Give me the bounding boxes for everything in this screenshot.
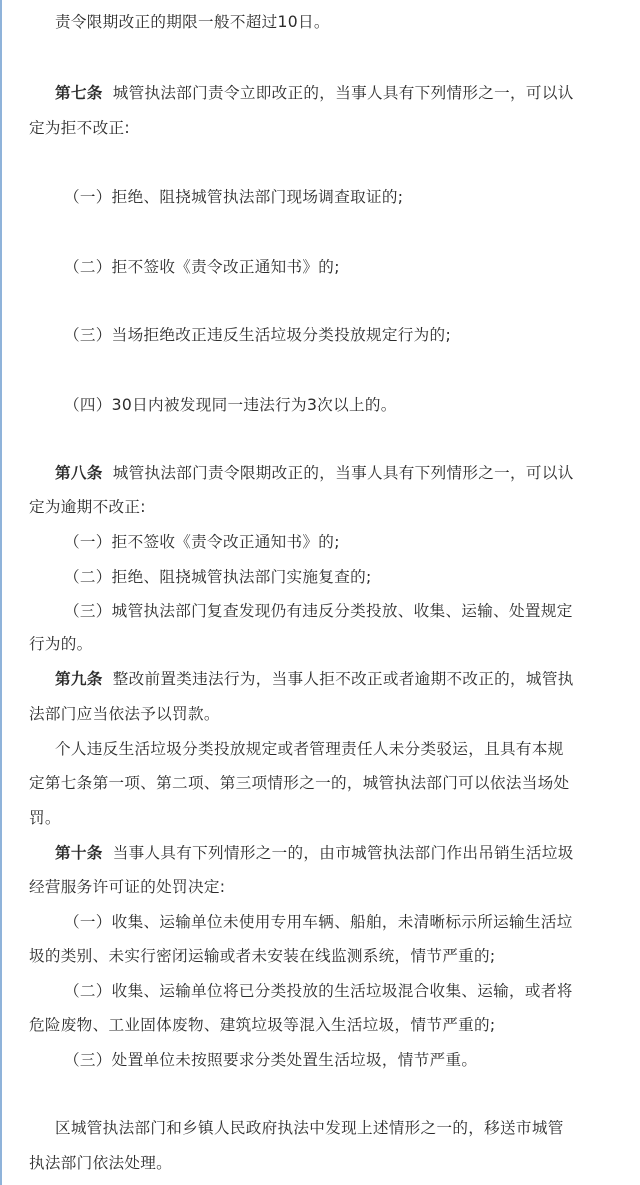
text-line: 城管执法部门责令立即改正的，当事人具有下列情形之一，可以认 xyxy=(112,84,574,102)
list-item: （二）收集、运输单位将已分类投放的生活垃圾混合收集、运输，或者将 xyxy=(64,982,573,1000)
article-9-line xyxy=(55,669,574,689)
list-item: （一）拒绝、阻挠城管执法部门现场调查取证的; xyxy=(64,188,404,206)
article-7-line xyxy=(55,83,574,103)
article-heading: 第十条 xyxy=(55,844,103,862)
list-item: （一）收集、运输单位未使用专用车辆、船舶，未清晰标示所运输生活垃 xyxy=(64,913,573,931)
article-10-line xyxy=(55,843,574,863)
text-line: 危险废物、工业固体废物、建筑垃圾等混入生活垃圾，情节严重的; xyxy=(29,1016,496,1034)
text-line: 个人违反生活垃圾分类投放规定或者管理责任人未分类驳运，且具有本规 xyxy=(55,740,564,758)
list-item: （三）处置单位未按照要求分类处置生活垃圾，情节严重。 xyxy=(64,1051,478,1069)
text-line: 当事人具有下列情形之一的，由市城管执法部门作出吊销生活垃圾 xyxy=(112,844,574,862)
text-line: 责令限期改正的期限一般不超过10日。 xyxy=(55,13,330,31)
text-line: 区城管执法部门和乡镇人民政府执法中发现上述情形之一的，移送市城管 xyxy=(55,1119,564,1137)
text-line: 定为拒不改正: xyxy=(29,119,130,137)
article-heading: 第七条 xyxy=(55,84,103,102)
text-line: 城管执法部门责令限期改正的，当事人具有下列情形之一，可以认 xyxy=(112,464,574,482)
text-line: 定第七条第一项、第二项、第三项情形之一的，城管执法部门可以依法当场处 xyxy=(29,774,570,792)
list-item: （四）30日内被发现同一违法行为3次以上的。 xyxy=(64,396,397,414)
list-item: （二）拒绝、阻挠城管执法部门实施复查的; xyxy=(64,568,372,586)
article-heading: 第九条 xyxy=(55,670,103,688)
article-heading: 第八条 xyxy=(55,464,103,482)
list-item: （一）拒不签收《责令改正通知书》的; xyxy=(64,533,340,551)
text-line: 执法部门依法处理。 xyxy=(29,1154,173,1172)
list-item: （二）拒不签收《责令改正通知书》的; xyxy=(64,258,340,276)
text-line: 法部门应当依法予以罚款。 xyxy=(29,705,220,723)
text-line: 整改前置类违法行为，当事人拒不改正或者逾期不改正的，城管执 xyxy=(112,670,574,688)
text-line: 罚。 xyxy=(29,809,61,827)
list-item: （三）城管执法部门复查发现仍有违反分类投放、收集、运输、处置规定 xyxy=(64,602,573,620)
text-line: 定为逾期不改正: xyxy=(29,498,146,516)
list-item: （三）当场拒绝改正违反生活垃圾分类投放规定行为的; xyxy=(64,326,452,344)
text-line: 经营服务许可证的处罚决定: xyxy=(29,878,226,896)
article-8-line xyxy=(55,463,574,483)
text-line: 圾的类别、未实行密闭运输或者未安装在线监测系统，情节严重的; xyxy=(29,947,496,965)
text-line: 行为的。 xyxy=(29,635,93,653)
